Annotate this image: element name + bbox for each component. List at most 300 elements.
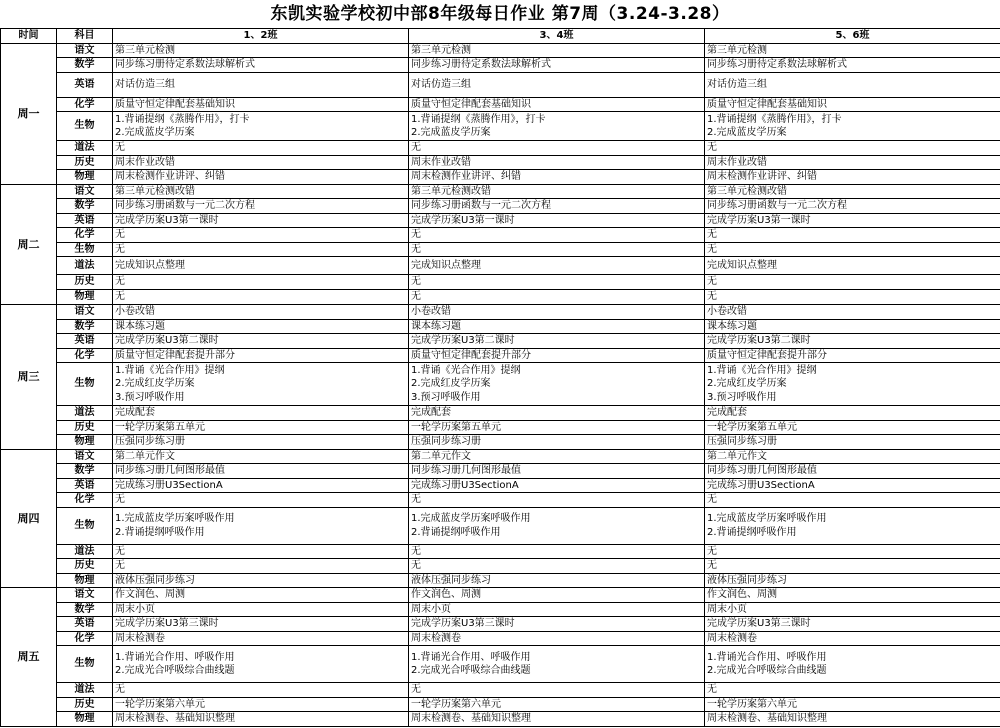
homework-cell bbox=[705, 184, 1000, 199]
homework-cell bbox=[705, 112, 1000, 141]
homework-cell bbox=[409, 170, 705, 185]
homework-line: 1.完成蓝皮学历案呼吸作用 bbox=[411, 513, 531, 524]
subject-label: 化学 bbox=[57, 493, 113, 508]
homework-cell bbox=[409, 242, 705, 257]
table-row bbox=[1, 58, 1000, 73]
table-row bbox=[1, 184, 1000, 199]
homework-cell bbox=[705, 602, 1000, 617]
table-row bbox=[1, 334, 1000, 349]
homework-line: 同步练习册几何图形最值 bbox=[411, 465, 521, 476]
homework-line: 小卷改错 bbox=[707, 306, 747, 317]
homework-line: 课本练习题 bbox=[115, 320, 165, 332]
homework-line: 第二单元作文 bbox=[115, 450, 175, 462]
homework-cell bbox=[113, 242, 409, 257]
homework-line: 周末检测卷 bbox=[411, 632, 461, 644]
homework-line: 周末检测作业讲评、纠错 bbox=[411, 171, 521, 182]
homework-line: 无 bbox=[707, 291, 717, 303]
homework-line: 完成知识点整理 bbox=[411, 259, 481, 271]
homework-cell bbox=[113, 646, 409, 683]
homework-line: 对话仿造三组 bbox=[115, 78, 175, 90]
day-label: 周二 bbox=[1, 184, 57, 305]
table-row bbox=[1, 493, 1000, 508]
homework-line: 完成配套 bbox=[707, 407, 747, 418]
header-class-5-6: 5、6班 bbox=[705, 29, 1000, 44]
subject-label: 生物 bbox=[57, 646, 113, 683]
subject-label: 物理 bbox=[57, 170, 113, 185]
homework-line: 2.完成蓝皮学历案 bbox=[707, 127, 787, 138]
table-row bbox=[1, 257, 1000, 275]
homework-line: 1.完成蓝皮学历案呼吸作用 bbox=[115, 513, 235, 524]
table-row bbox=[1, 348, 1000, 363]
homework-line: 第三单元检测 bbox=[411, 44, 471, 56]
homework-line: 无 bbox=[115, 276, 125, 288]
homework-line: 液体压强同步练习 bbox=[411, 574, 491, 586]
subject-label: 英语 bbox=[57, 478, 113, 493]
homework-cell bbox=[113, 573, 409, 588]
homework-cell bbox=[409, 348, 705, 363]
homework-line: 周末作业改错 bbox=[411, 156, 471, 168]
homework-line: 第三单元检测改错 bbox=[411, 185, 491, 197]
homework-cell bbox=[705, 257, 1000, 275]
homework-cell bbox=[705, 420, 1000, 435]
homework-line: 无 bbox=[115, 243, 125, 255]
subject-label: 数学 bbox=[57, 464, 113, 479]
homework-cell bbox=[409, 155, 705, 170]
homework-cell bbox=[113, 275, 409, 290]
homework-line: 同步练习册几何图形最值 bbox=[707, 465, 817, 476]
homework-line: 质量守恒定律配套基础知识 bbox=[707, 98, 827, 110]
homework-line: 对话仿造三组 bbox=[707, 78, 767, 90]
homework-line: 周末小页 bbox=[707, 603, 747, 615]
homework-cell bbox=[113, 257, 409, 275]
homework-line: 无 bbox=[115, 229, 125, 240]
homework-cell bbox=[409, 617, 705, 632]
subject-label: 生物 bbox=[57, 507, 113, 544]
subject-label: 道法 bbox=[57, 683, 113, 698]
homework-cell bbox=[409, 199, 705, 214]
homework-line: 2.背诵提纲呼吸作用 bbox=[707, 526, 797, 538]
homework-line: 无 bbox=[707, 142, 717, 153]
table-row bbox=[1, 43, 1000, 58]
homework-cell bbox=[705, 435, 1000, 450]
homework-line: 无 bbox=[115, 142, 125, 153]
table-row bbox=[1, 646, 1000, 683]
homework-cell bbox=[409, 72, 705, 97]
header-subject: 科目 bbox=[57, 29, 113, 44]
homework-cell bbox=[113, 319, 409, 334]
homework-cell bbox=[409, 112, 705, 141]
header-time: 时间 bbox=[1, 29, 57, 44]
subject-label: 道法 bbox=[57, 141, 113, 156]
homework-line: 同步练习册函数与一元二次方程 bbox=[411, 200, 551, 211]
subject-label: 道法 bbox=[57, 544, 113, 559]
homework-cell bbox=[705, 464, 1000, 479]
subject-label: 物理 bbox=[57, 712, 113, 727]
homework-line: 3.预习呼吸作用 bbox=[411, 391, 481, 403]
table-row bbox=[1, 712, 1000, 727]
homework-cell bbox=[705, 58, 1000, 73]
homework-cell bbox=[705, 631, 1000, 646]
homework-cell bbox=[705, 617, 1000, 632]
homework-line: 作文润色、周测 bbox=[115, 589, 185, 600]
homework-line: 课本练习题 bbox=[707, 320, 757, 332]
homework-line: 无 bbox=[707, 545, 717, 557]
homework-cell bbox=[113, 631, 409, 646]
table-row bbox=[1, 602, 1000, 617]
table-row bbox=[1, 697, 1000, 712]
homework-cell bbox=[705, 363, 1000, 406]
homework-line: 完成学历案U3第三课时 bbox=[411, 618, 515, 629]
homework-cell bbox=[113, 406, 409, 421]
homework-line: 第二单元作文 bbox=[707, 450, 767, 462]
homework-cell bbox=[705, 228, 1000, 243]
homework-cell bbox=[409, 697, 705, 712]
homework-cell bbox=[705, 544, 1000, 559]
homework-line: 1.背诵提纲《蒸腾作用》，打卡 bbox=[411, 113, 546, 125]
homework-line: 完成学历案U3第三课时 bbox=[115, 618, 219, 629]
homework-cell bbox=[409, 435, 705, 450]
homework-cell bbox=[113, 588, 409, 603]
table-row bbox=[1, 112, 1000, 141]
header-row bbox=[1, 29, 1000, 44]
homework-cell bbox=[113, 435, 409, 450]
homework-line: 完成配套 bbox=[411, 407, 451, 418]
homework-line: 作文润色、周测 bbox=[411, 589, 481, 600]
homework-cell bbox=[113, 43, 409, 58]
homework-cell bbox=[705, 493, 1000, 508]
homework-line: 小卷改错 bbox=[115, 306, 155, 317]
homework-line: 1.背诵光合作用、呼吸作用 bbox=[115, 651, 235, 663]
homework-cell bbox=[113, 334, 409, 349]
homework-line: 周末检测卷 bbox=[115, 632, 165, 644]
homework-line: 周末检测作业讲评、纠错 bbox=[707, 171, 817, 182]
homework-line: 一轮学历案第五单元 bbox=[707, 421, 797, 433]
homework-cell bbox=[113, 697, 409, 712]
homework-line: 完成学历案U3第一课时 bbox=[115, 214, 219, 226]
homework-line: 液体压强同步练习 bbox=[707, 574, 787, 586]
homework-cell bbox=[113, 348, 409, 363]
homework-cell bbox=[705, 712, 1000, 727]
homework-line: 周末检测卷、基础知识整理 bbox=[707, 713, 827, 724]
homework-cell bbox=[409, 305, 705, 320]
homework-line: 周末检测作业讲评、纠错 bbox=[115, 171, 225, 182]
day-label: 周一 bbox=[1, 43, 57, 184]
homework-cell bbox=[409, 631, 705, 646]
homework-cell bbox=[113, 559, 409, 574]
subject-label: 英语 bbox=[57, 617, 113, 632]
homework-line: 无 bbox=[411, 229, 421, 240]
homework-cell bbox=[409, 464, 705, 479]
table-row bbox=[1, 507, 1000, 544]
homework-line: 无 bbox=[707, 684, 717, 695]
header-class-1-2: 1、2班 bbox=[113, 29, 409, 44]
homework-cell bbox=[705, 478, 1000, 493]
homework-line: 同步练习册几何图形最值 bbox=[115, 465, 225, 476]
homework-line: 完成练习册U3SectionA bbox=[115, 479, 223, 491]
homework-line: 无 bbox=[411, 276, 421, 288]
homework-line: 周末作业改错 bbox=[707, 156, 767, 168]
homework-line: 2.完成红皮学历案 bbox=[707, 378, 787, 390]
homework-line: 2.完成红皮学历案 bbox=[411, 378, 491, 390]
homework-line: 小卷改错 bbox=[411, 306, 451, 317]
homework-line: 质量守恒定律配套基础知识 bbox=[115, 98, 235, 110]
homework-cell bbox=[113, 305, 409, 320]
homework-cell bbox=[113, 363, 409, 406]
homework-cell bbox=[409, 420, 705, 435]
homework-line: 无 bbox=[707, 243, 717, 255]
table-row bbox=[1, 363, 1000, 406]
homework-line: 周末检测卷 bbox=[707, 632, 757, 644]
homework-cell bbox=[113, 228, 409, 243]
subject-label: 语文 bbox=[57, 449, 113, 464]
table-row bbox=[1, 406, 1000, 421]
homework-line: 完成学历案U3第二课时 bbox=[115, 335, 219, 346]
homework-line: 2.完成蓝皮学历案 bbox=[115, 127, 195, 138]
homework-cell bbox=[705, 588, 1000, 603]
homework-line: 1.背诵光合作用、呼吸作用 bbox=[707, 651, 827, 663]
table-row bbox=[1, 435, 1000, 450]
subject-label: 生物 bbox=[57, 242, 113, 257]
table-row bbox=[1, 683, 1000, 698]
homework-cell bbox=[113, 141, 409, 156]
homework-line: 第三单元检测改错 bbox=[707, 185, 787, 197]
homework-cell bbox=[113, 449, 409, 464]
homework-line: 同步练习册待定系数法球解析式 bbox=[707, 59, 847, 70]
table-row bbox=[1, 319, 1000, 334]
table-row bbox=[1, 72, 1000, 97]
homework-line: 压强同步练习册 bbox=[411, 436, 481, 447]
homework-line: 第二单元作文 bbox=[411, 450, 471, 462]
homework-cell bbox=[409, 58, 705, 73]
homework-line: 1.背诵提纲《蒸腾作用》，打卡 bbox=[115, 113, 250, 125]
homework-cell bbox=[113, 184, 409, 199]
homework-cell bbox=[409, 573, 705, 588]
homework-cell bbox=[113, 155, 409, 170]
subject-label: 化学 bbox=[57, 348, 113, 363]
homework-cell bbox=[705, 305, 1000, 320]
homework-line: 质量守恒定律配套提升部分 bbox=[707, 349, 827, 361]
subject-label: 物理 bbox=[57, 435, 113, 450]
table-row bbox=[1, 420, 1000, 435]
homework-line: 一轮学历案第六单元 bbox=[707, 698, 797, 710]
homework-line: 周末小页 bbox=[411, 603, 451, 615]
homework-cell bbox=[113, 199, 409, 214]
homework-line: 无 bbox=[115, 291, 125, 303]
subject-label: 历史 bbox=[57, 420, 113, 435]
homework-line: 2.完成光合呼吸综合曲线题 bbox=[411, 665, 531, 676]
subject-label: 化学 bbox=[57, 631, 113, 646]
day-label: 周三 bbox=[1, 305, 57, 450]
table-row bbox=[1, 228, 1000, 243]
homework-cell bbox=[409, 334, 705, 349]
homework-cell bbox=[705, 319, 1000, 334]
homework-line: 质量守恒定律配套提升部分 bbox=[411, 349, 531, 361]
homework-line: 同步练习册待定系数法球解析式 bbox=[411, 59, 551, 70]
homework-cell bbox=[113, 617, 409, 632]
homework-line: 1.背诵《光合作用》提纲 bbox=[411, 364, 521, 376]
subject-label: 英语 bbox=[57, 334, 113, 349]
homework-line: 同步练习册函数与一元二次方程 bbox=[115, 200, 255, 211]
homework-cell bbox=[409, 493, 705, 508]
subject-label: 语文 bbox=[57, 43, 113, 58]
homework-line: 3.预习呼吸作用 bbox=[707, 391, 777, 403]
homework-cell bbox=[113, 602, 409, 617]
homework-line: 完成学历案U3第二课时 bbox=[411, 335, 515, 346]
homework-cell bbox=[113, 544, 409, 559]
table-row bbox=[1, 155, 1000, 170]
subject-label: 数学 bbox=[57, 58, 113, 73]
homework-line: 2.背诵提纲呼吸作用 bbox=[115, 526, 205, 538]
homework-cell bbox=[409, 646, 705, 683]
homework-line: 一轮学历案第六单元 bbox=[115, 698, 205, 710]
homework-line: 无 bbox=[411, 291, 421, 303]
homework-cell bbox=[705, 275, 1000, 290]
homework-cell bbox=[409, 683, 705, 698]
subject-label: 道法 bbox=[57, 406, 113, 421]
homework-body bbox=[1, 43, 1000, 726]
table-row bbox=[1, 242, 1000, 257]
homework-cell bbox=[409, 588, 705, 603]
homework-line: 一轮学历案第六单元 bbox=[411, 698, 501, 710]
homework-cell bbox=[113, 72, 409, 97]
homework-cell bbox=[705, 697, 1000, 712]
homework-cell bbox=[409, 257, 705, 275]
homework-line: 同步练习册函数与一元二次方程 bbox=[707, 200, 847, 211]
subject-label: 历史 bbox=[57, 697, 113, 712]
homework-line: 液体压强同步练习 bbox=[115, 574, 195, 586]
homework-line: 1.背诵提纲《蒸腾作用》，打卡 bbox=[707, 113, 842, 125]
homework-cell bbox=[705, 334, 1000, 349]
sheet-title: 东凯实验学校初中部8年级每日作业 第7周（3.24-3.28） bbox=[270, 4, 730, 24]
table-row bbox=[1, 588, 1000, 603]
homework-line: 无 bbox=[411, 545, 421, 557]
homework-line: 1.背诵《光合作用》提纲 bbox=[707, 364, 817, 376]
subject-label: 数学 bbox=[57, 199, 113, 214]
homework-line: 1.完成蓝皮学历案呼吸作用 bbox=[707, 513, 827, 524]
subject-label: 语文 bbox=[57, 184, 113, 199]
table-row bbox=[1, 464, 1000, 479]
subject-label: 生物 bbox=[57, 112, 113, 141]
homework-cell bbox=[705, 559, 1000, 574]
homework-line: 2.完成光合呼吸综合曲线题 bbox=[115, 665, 235, 676]
subject-label: 数学 bbox=[57, 319, 113, 334]
homework-cell bbox=[705, 199, 1000, 214]
homework-cell bbox=[705, 683, 1000, 698]
header-class-3-4: 3、4班 bbox=[409, 29, 705, 44]
homework-line: 完成知识点整理 bbox=[707, 259, 777, 271]
day-label: 周五 bbox=[1, 588, 57, 727]
homework-line: 完成练习册U3SectionA bbox=[707, 479, 815, 491]
homework-line: 无 bbox=[707, 229, 717, 240]
table-row bbox=[1, 631, 1000, 646]
homework-line: 1.背诵光合作用、呼吸作用 bbox=[411, 651, 531, 663]
homework-cell bbox=[409, 184, 705, 199]
homework-line: 课本练习题 bbox=[411, 320, 461, 332]
homework-line: 无 bbox=[115, 545, 125, 557]
homework-line: 作文润色、周测 bbox=[707, 589, 777, 600]
table-row bbox=[1, 449, 1000, 464]
homework-cell bbox=[409, 544, 705, 559]
homework-cell bbox=[113, 58, 409, 73]
homework-line: 无 bbox=[115, 684, 125, 695]
homework-cell bbox=[409, 290, 705, 305]
subject-label: 历史 bbox=[57, 559, 113, 574]
homework-cell bbox=[409, 228, 705, 243]
homework-cell bbox=[705, 43, 1000, 58]
subject-label: 物理 bbox=[57, 573, 113, 588]
homework-line: 完成知识点整理 bbox=[115, 259, 185, 271]
homework-cell bbox=[705, 72, 1000, 97]
homework-line: 压强同步练习册 bbox=[115, 436, 185, 447]
homework-line: 第三单元检测改错 bbox=[115, 185, 195, 197]
subject-label: 数学 bbox=[57, 602, 113, 617]
homework-cell bbox=[113, 478, 409, 493]
homework-cell bbox=[409, 559, 705, 574]
homework-line: 第三单元检测 bbox=[707, 44, 767, 56]
homework-cell bbox=[409, 319, 705, 334]
subject-label: 化学 bbox=[57, 228, 113, 243]
homework-line: 周末检测卷、基础知识整理 bbox=[115, 713, 235, 724]
homework-cell bbox=[705, 348, 1000, 363]
homework-cell bbox=[705, 141, 1000, 156]
subject-label: 英语 bbox=[57, 72, 113, 97]
homework-line: 压强同步练习册 bbox=[707, 436, 777, 447]
homework-cell bbox=[409, 478, 705, 493]
homework-cell bbox=[705, 406, 1000, 421]
table-row bbox=[1, 617, 1000, 632]
homework-cell bbox=[705, 242, 1000, 257]
subject-label: 语文 bbox=[57, 305, 113, 320]
homework-line: 对话仿造三组 bbox=[411, 78, 471, 90]
table-row bbox=[1, 573, 1000, 588]
homework-line: 无 bbox=[707, 276, 717, 288]
homework-line: 完成学历案U3第二课时 bbox=[707, 335, 811, 346]
table-row bbox=[1, 559, 1000, 574]
homework-line: 2.完成红皮学历案 bbox=[115, 378, 195, 390]
subject-label: 历史 bbox=[57, 275, 113, 290]
homework-cell bbox=[705, 97, 1000, 112]
homework-cell bbox=[705, 170, 1000, 185]
homework-line: 2.完成蓝皮学历案 bbox=[411, 127, 491, 138]
homework-line: 无 bbox=[115, 494, 125, 505]
homework-line: 无 bbox=[411, 684, 421, 695]
subject-label: 化学 bbox=[57, 97, 113, 112]
day-label: 周四 bbox=[1, 449, 57, 588]
subject-label: 历史 bbox=[57, 155, 113, 170]
homework-cell bbox=[409, 449, 705, 464]
subject-label: 语文 bbox=[57, 588, 113, 603]
homework-cell bbox=[113, 97, 409, 112]
homework-cell bbox=[113, 712, 409, 727]
homework-cell bbox=[705, 449, 1000, 464]
homework-line: 无 bbox=[411, 560, 421, 571]
homework-cell bbox=[409, 602, 705, 617]
homework-line: 周末作业改错 bbox=[115, 156, 175, 168]
homework-table bbox=[0, 28, 1000, 727]
subject-label: 道法 bbox=[57, 257, 113, 275]
table-row bbox=[1, 199, 1000, 214]
homework-cell bbox=[113, 290, 409, 305]
table-row bbox=[1, 213, 1000, 228]
homework-cell bbox=[409, 213, 705, 228]
homework-line: 质量守恒定律配套基础知识 bbox=[411, 98, 531, 110]
homework-cell bbox=[113, 112, 409, 141]
homework-line: 完成学历案U3第三课时 bbox=[707, 618, 811, 629]
homework-line: 周末检测卷、基础知识整理 bbox=[411, 713, 531, 724]
table-row bbox=[1, 275, 1000, 290]
homework-line: 质量守恒定律配套提升部分 bbox=[115, 349, 235, 361]
table-row bbox=[1, 544, 1000, 559]
